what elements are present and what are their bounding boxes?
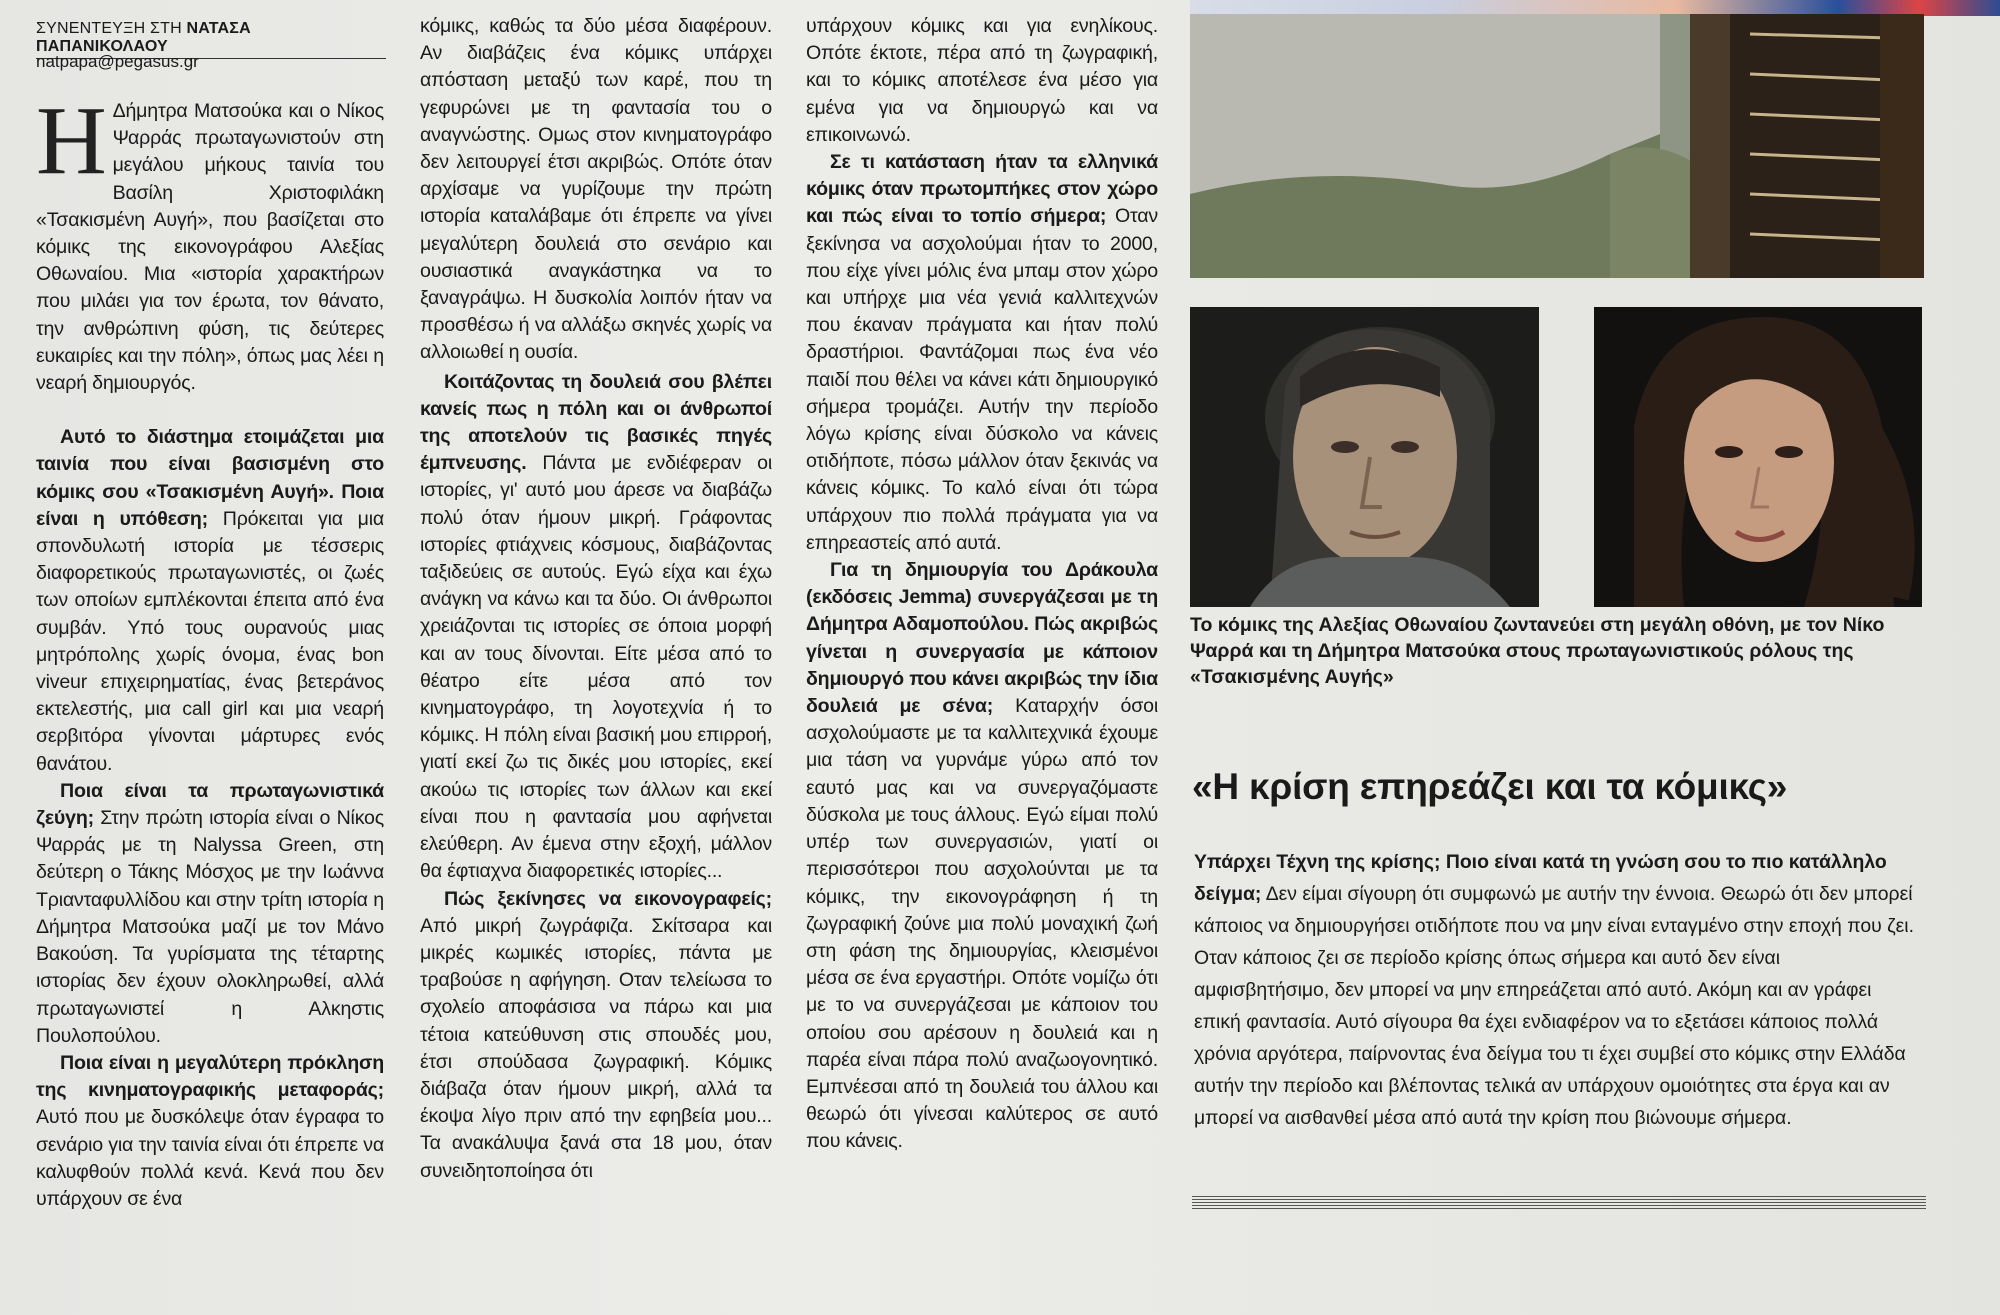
- qa-paragraph-6: [806, 149, 1158, 557]
- sidebar-answer: Δεν είμαι σίγουρη ότι συμφωνώ με αυτήν την έννοια. Θεωρώ ότι δεν μπορεί κάποιος να δημιουργήσει οτιδήποτε που να μην είναι ενταγμένο στην εποχή που ζει. Οταν κάποιος ζει σε περίοδο κρίσης όπως σήμερα και αυτό δεν είναι αμφισβητήσιμο, δεν μπορεί να μην επηρεάζεται από αυτό. Ακόμη και αν γράφει επική φαντασία. Αυτό σίγουρα θα έχει ενδιαφέρον να το εξετάσει κάποιος πολλά χρόνια αργότερα, παίρνοντας ένα δείγμα του τι έχει συμβεί στο κόμικς στην Ελλάδα αυτήν την περίοδο και βλέποντας τελικά αν υπάρχουν ομοιότητες στα έργα και αν μπορεί να αισθανθεί μέσα από αυτά την κρίση που βιώνουμε σήμερα.: [1194, 883, 1914, 1129]
- question-2: Ποια είναι τα πρωταγωνιστικά ζεύγη;: [36, 779, 384, 830]
- article-column-3: [806, 13, 1158, 1156]
- actor-portrait-photo: [1190, 307, 1539, 607]
- answer-5: Από μικρή ζωγράφιζα. Σκίτσαρα και μικρές κωμικές ιστορίες, πάντα με τραβούσε η αφήγηση. Οταν τελείωσα το σχολείο αποφάσισα να πάρω και μια τέτοια κατεύθυνση στις σπουδές μου, έτσι σπούδασα ζωγραφική. Κόμικς διάβαζα όταν ήμουν μικρή, αλλά τα έκοψα λίγο πριν από την εφηβεία μου... Τα ανακάλυψα ξανά στα 18 μου, όταν συνειδητοποίησα ότι: [420, 914, 772, 1182]
- sidebar-interview: [1194, 846, 1920, 1134]
- answer-1: Πρόκειται για μια σπονδυλωτή ιστορία με τέσσερις διαφορετικούς πρωταγωνιστές, οι ζωές των οποίων εμπλέκονται έπειτα από ένα συμβάν. Υπό τους ουρανούς μιας μητρόπολης χωρίς όνομα, ένας bon viveur επιχειρηματίας, ένας βετεράνος εκτελεστής, μια call girl και μια νεαρή σερβιτόρα γίνονται μάρτυρες ενός θανάτου.: [36, 507, 385, 775]
- qa-paragraph-3: [36, 1050, 384, 1213]
- question-4: Κοιτάζοντας τη δουλειά σου βλέπει κανείς πως η πόλη και οι άνθρωποί της αποτελούν τις βασικές πηγές έμπνευσης.: [420, 370, 772, 475]
- actress-portrait-image: [1594, 307, 1922, 607]
- sidebar-question: Υπάρχει Τέχνη της κρίσης; Ποιο είναι κατά τη γνώση σου το πιο κατάλληλο δείγμα;: [1194, 851, 1887, 905]
- sidebar-headline: «Η κρίση επηρεάζει και τα κόμικς»: [1192, 766, 1788, 807]
- article-column-1: [36, 87, 385, 1213]
- qa-paragraph-2: [36, 778, 384, 1050]
- answer-6: Οταν ξεκίνησα να ασχολούμαι ήταν το 2000, που είχε γίνει μόλις ένα μπαμ στον χώρο και υπήρχε μια νέα γενιά καλλιτεχνών που έκαναν πράγματα και ήταν πολύ δραστήριοι. Φαντάζομαι πως ένα νέο παιδί που θέλει να κάνει κάτι δημιουργικό σήμερα τρομάζει. Αυτήν την περίοδο λόγω κρίσης είναι δύσκολο να κάνεις οτιδήποτε, πόσω μάλλον όταν ξεκινάς να κάνεις κόμικς. Το καλό είναι ότι τώρα υπάρχουν πιο πολλά πράγματα για να επηρεαστείς από αυτά.: [806, 205, 1158, 554]
- author-email: natpapa@pegasus.gr: [36, 52, 199, 71]
- qa-paragraph-7: [806, 557, 1158, 1155]
- answer-7: Καταρχήν όσοι ασχολούμαστε με τα καλλιτεχνικά έχουμε μια τάση να γυρνάμε γύρω από τον εαυτό μας και να συνεργαζόμαστε δύσκολα με τους άλλους. Εγώ είμαι πολύ υπέρ των συνεργασιών, γιατί οι περισσότεροι που ασχολούνται με τα κόμικς, την εικονογράφηση ή τη ζωγραφική ζούνε μια πολύ μοναχική ζωή στη φάση της δημιουργίας, κλεισμένοι μέσα σε ένα εργαστήρι. Οπότε νομίζω ότι με το να συνεργάζεσαι με κάποιον του οποίου σου αρέσουν η δουλειά και η παρέα είναι πάρα πολύ αναζωογονητικό. Εμπνέεσαι από τη δουλειά του άλλου και θεωρώ ότι γίνεσαι καλύτερος σε αυτό που κάνεις.: [806, 695, 1158, 1153]
- photo-caption: Το κόμικς της Αλεξίας Οθωναίου ζωντανεύει στη μεγάλη οθόνη, με τον Νίκο Ψαρρά και τη Δήμητρα Ματσούκα στους πρωταγωνιστικούς ρόλους της «Τσακισμένης Αυγής»: [1190, 614, 1885, 688]
- question-6: Σε τι κατάσταση ήταν τα ελληνικά κόμικς όταν πρωτομπήκες στον χώρο και πώς είναι το τοπίο σήμερα;: [806, 151, 1158, 228]
- qa-paragraph-5: [420, 886, 772, 1185]
- answer-4: Πάντα με ενδιέφεραν οι ιστορίες, γι' αυτό μου άρεσε να διαβάζω πολύ όταν ήμουν μικρή. Γράφοντας ιστορίες φτιάχνεις κόσμους, διαβάζοντας ταξιδεύεις σε αυτούς. Εγώ είχα και έχω ανάγκη να κάνω και τα δύο. Οι άνθρωποι χρειάζονται τις ιστορίες σε όποια μορφή και αν τους δίνονται. Είτε μέσα από το θέατρο είτε μέσα από τον κινηματογράφο, τη λογοτεχνία ή το κόμικς. Η πόλη είναι βασική μου επιρροή, γιατί εκεί ζω τις δικές μου ιστορίες, εκεί ακούω τις ιστορίες των άλλων και εκεί είναι που η φαντασία μου αφήνεται ελεύθερη. Αν έμενα στην εξοχή, μάλλον θα έφτιαχνα διαφορετικές ιστορίες...: [420, 452, 772, 883]
- column-3-paragraph-1: υπάρχουν κόμικς και για ενηλίκους. Οπότε έκτοτε, πέρα από τη ζωγραφική, και το κόμικς αποτέλεσε ένα μέσο για εμένα για να δημιουργώ και να επικοινωνώ.: [806, 15, 1158, 146]
- film-still-image: [1190, 14, 1924, 278]
- closing-rule: [1192, 1195, 1926, 1209]
- qa-paragraph-4: [420, 369, 772, 886]
- byline-author: ΝΑΤΑΣΑ ΠΑΠΑΝΙΚΟΛΑΟΥ: [36, 20, 251, 55]
- qa-paragraph-1: [36, 424, 384, 778]
- question-5: Πώς ξεκίνησες να εικονογραφείς;: [444, 887, 772, 910]
- actor-portrait-image: [1190, 307, 1539, 607]
- answer-3: Αυτό που με δυσκόλεψε όταν έγραφα το σενάριο για την ταινία είναι ότι έπρεπε να καλυφθούν πολλά κενά. Κενά που δεν υπάρχουν σε ένα: [36, 1106, 384, 1210]
- question-7: Για τη δημιουργία του Δράκουλα (εκδόσεις Jemma) συνεργάζεσαι με τη Δήμητρα Αδαμοπούλου. Πώς ακριβώς γίνεται η συνεργασία με κάποιον δημιουργό που κάνει ακριβώς την ίδια δουλειά με σένα;: [806, 559, 1158, 718]
- intro-text: Δήμητρα Ματσούκα και ο Νίκος Ψαρράς πρωταγωνιστούν στη μεγάλου μήκους ταινία του Βασίλη Χριστοφιλάκη «Τσακισμένη Αυγή», που βασίζεται στο κόμικς της εικονογράφου Αλεξίας Οθωναίου. Μια «ιστορία χαρακτήρων που μιλάει για τον έρωτα, τον θάνατο, την ανθρώπινη φύση, τις δεύτερες ευκαιρίες και την πόλη», όπως μας λέει η νεαρή δημιουργός.: [36, 100, 384, 395]
- drop-cap: Η: [36, 87, 107, 195]
- question-1: Αυτό το διάστημα ετοιμάζεται μια ταινία που είναι βασισμένη στο κόμικς σου «Τσακισμένη Αυγή». Ποια είναι η υπόθεση;: [36, 426, 384, 530]
- intro-paragraph: [36, 87, 384, 397]
- column-2-paragraph-1: κόμικς, καθώς τα δύο μέσα διαφέρουν. Αν διαβάζεις ένα κόμικς υπάρχει απόσταση μεταξύ των καρέ, που τη γεφυρώνει με τη φαντασία του ο αναγνώστης. Ομως στον κινηματογράφο δεν λειτουργεί έτσι ακριβώς. Οπότε όταν αρχίσαμε να γυρίζουμε την πρώτη ιστορία καταλάβαμε ότι έπρεπε να γίνει μεγαλύτερη δουλειά στο σενάριο και ουσιαστικά αναγκάστηκα να το ξαναγράψω. Η δυσκολία λοιπόν ήταν να προσθέσω ή να αλλάξω σκηνές χωρίς να αλλοιωθεί η ουσία.: [420, 15, 772, 364]
- article-column-2: [420, 13, 772, 1185]
- film-still-photo: [1190, 14, 1924, 278]
- byline-prefix: ΣΥΝΕΝΤΕΥΞΗ ΣΤΗ: [36, 20, 182, 37]
- answer-2: Στην πρώτη ιστορία είναι ο Νίκος Ψαρράς με τη Nalyssa Green, στη δεύτερη ο Τάκης Μόσχος με την Ιωάννα Τριανταφυλλίδου και στην τρίτη ιστορία η Δήμητρα Ματσούκα μαζί με τον Μάνο Βακούση. Τα γυρίσματα της τέταρτης ιστορίας δεν έχουν ολοκληρωθεί, αλλά πρωταγωνιστεί η Αλκηστις Πουλοπούλου.: [36, 807, 384, 1047]
- question-3: Ποια είναι η μεγαλύτερη πρόκληση της κινηματογραφικής μεταφοράς;: [36, 1051, 384, 1102]
- actress-portrait-photo: [1594, 307, 1922, 607]
